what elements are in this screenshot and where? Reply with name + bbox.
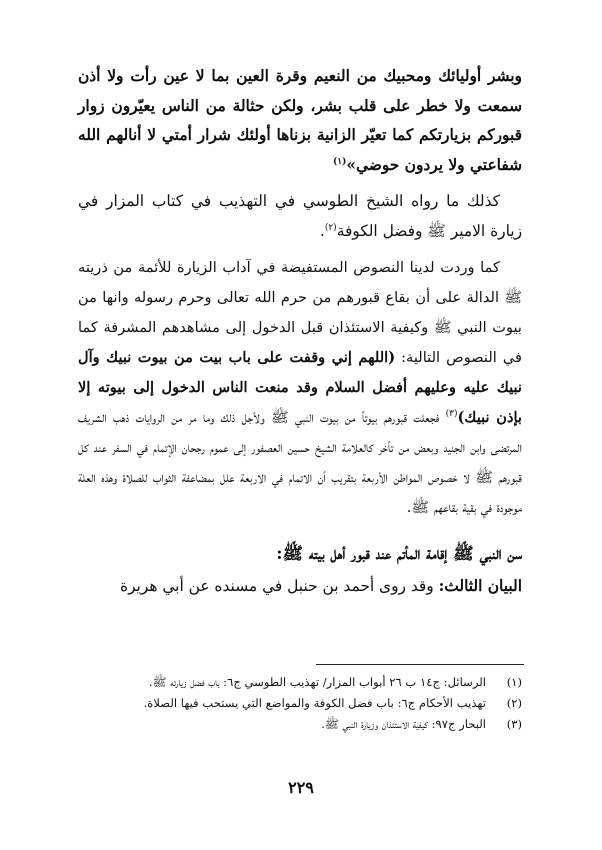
- ziyara-text-a: كما وردت لدينا النصوص المستفيضة في آداب الزيارة للأئمة من ذريته ﷺ الدالة على أن بقاع قبورهم من حرم الله تعالى وحرم رسوله وانها من بيوت النبي ﷺ وكيفية الاستئذان قبل الدخول إلى مشاهدهم المشرفة كما في النصوص التالية:: [78, 259, 522, 366]
- paragraph-ziyara: [78, 253, 522, 523]
- tusi-text: كذلك ما رواه الشيخ الطوسي في التهذيب في كتاب المزار في زيارة الامير ﷺ وفضل الكوفة: [78, 192, 522, 240]
- footnote-text: الرسائل: ج١٤ ب ٢٦ أبواب المزار/ تهذيب الطوسي ج٦: باب فضل زيارته ﷺ.: [148, 675, 486, 689]
- footnote-number: (٣): [506, 717, 522, 731]
- paragraph-bayan: [78, 571, 522, 601]
- footnote-2: [78, 693, 522, 714]
- ziyara-quote: (اللهم إني وقفت على باب بيت من بيوت نبيك وآل نبيك عليه وعليهم أفضل السلام وقد منعت الناس الدخول إلى بيوته إلا بإذن نبيك): [78, 349, 522, 426]
- paragraph-tusi: كذلك ما رواه الشيخ الطوسي في التهذيب في كتاب المزار في زيارة الامير ﷺ وفضل الكوفة$^{(٢)}$.: [78, 192, 522, 240]
- footnote-ref-3[interactable]: (٣): [445, 409, 458, 420]
- footnote-text: تهذيب الأحكام ج٦: باب فضل الكوفة والمواضع التي يستحب فيها الصلاة.: [143, 696, 486, 710]
- paragraph-hadith: [78, 62, 522, 180]
- footnotes: [78, 672, 522, 735]
- footnote-separator: [316, 664, 524, 665]
- footnote-3: [78, 714, 522, 735]
- footnote-ref-2[interactable]: (٢): [324, 222, 337, 233]
- page-number: ٢٢٩: [288, 778, 314, 797]
- footnote-1: [78, 672, 522, 693]
- footnote-number: (٢): [506, 696, 522, 710]
- bayan-label: البيان الثالث:: [438, 577, 522, 595]
- footnote-number: (١): [506, 675, 522, 689]
- footnote-text: البحار ج٩٧: كيفية الاستئذان وزيارة النبي ﷺ.: [321, 717, 486, 731]
- footnote-ref-1[interactable]: (١): [332, 156, 347, 167]
- hadith-text: وبشر أوليائك ومحبيك من النعيم وقرة العين بما لا عين رأت ولا أذن سمعت ولا خطر على قلب بشر، ولكن حثالة من الناس يعيّرون زوار قبوركم بزيارتكم كما تعيّر الزانية بزناها أولئك شرار أمتي لا أنالهم الله شفاعتي ولا يردون حوضي»: [78, 67, 522, 174]
- ziyara-text-b: فجعلت قبورهم بيوتاً من بيوت النبي ﷺ ولأجل ذلك وما مر من الروايات ذهب الشريف المرتضى وابن الجنيد وبعض من تأخر كالعلامة الشيخ حسين العصفور إلى عموم رجحان الإتمام في السفر عند كل قبورهم ﷺ لا خصوص المواطن الأربعة بتقريب أن الاتمام في الاربعة علل بمضاعفة الثواب للصلاة وهذه العلة موجودة في بقية بقاعهم ﷺ.: [78, 409, 522, 516]
- section-heading: سن النبي ﷺ إقامة المأتم عند قبور أهل بيته ﷺ:: [276, 544, 522, 564]
- bayan-text: وقد روى أحمد بن حنبل في مسنده عن أبي هريرة: [120, 577, 439, 595]
